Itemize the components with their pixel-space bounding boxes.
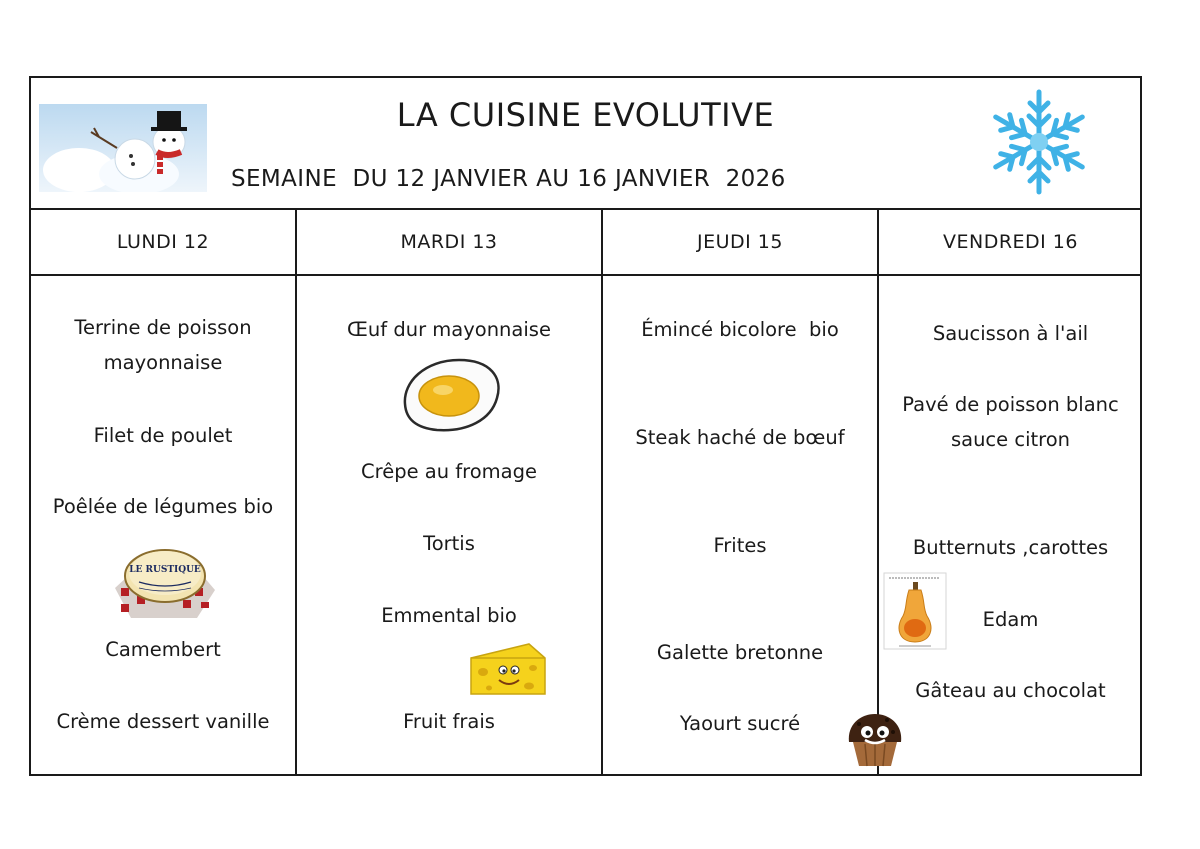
cheese-icon (467, 640, 549, 700)
menu-item-starter: Terrine de poisson mayonnaise (74, 316, 252, 374)
menu-item-side: Frites (713, 534, 767, 557)
menu-item-dessert: Gâteau au chocolat (915, 679, 1106, 702)
menu-item-starter: Émincé bicolore bio (641, 318, 839, 341)
camembert-label: LE RUSTIQUE (129, 565, 201, 575)
snowflake-icon (979, 86, 1099, 198)
menu-item-side: Tortis (423, 532, 475, 555)
menu-item-dessert: Fruit frais (403, 710, 495, 733)
page-title: LA CUISINE EVOLUTIVE (396, 96, 775, 134)
menu-item-side: Poêlée de légumes bio (52, 495, 274, 518)
menu-item-main: Crêpe au fromage (361, 460, 537, 483)
menu-sheet (29, 76, 1142, 776)
menu-item-cheese: Emmental bio (381, 604, 517, 627)
day-header-row (31, 210, 1140, 276)
day-header-vendredi: VENDREDI 16 (942, 231, 1078, 253)
menu-item-dessert: Yaourt sucré (679, 712, 801, 735)
menu-item-starter: Œuf dur mayonnaise (347, 318, 551, 341)
boiled-egg-icon (397, 352, 507, 436)
menu-item-starter: Saucisson à l'ail (932, 322, 1089, 345)
menu-item-main: Filet de poulet (93, 424, 233, 447)
camembert-box-icon (111, 538, 217, 626)
menu-item-side: Butternuts ,carottes (912, 536, 1109, 559)
chocolate-muffin-icon (843, 708, 907, 770)
column-divider (295, 210, 297, 776)
week-subtitle: SEMAINE DU 12 JANVIER AU 16 JANVIER 2026 (231, 166, 786, 192)
column-divider (601, 210, 603, 776)
day-header-mardi: MARDI 13 (400, 231, 498, 253)
menu-item-cheese: Galette bretonne (656, 641, 824, 664)
menu-item-main: Steak haché de bœuf (635, 426, 845, 449)
menu-item-main: Pavé de poisson blanc sauce citron (902, 393, 1119, 451)
day-header-lundi: LUNDI 12 (116, 231, 210, 253)
menu-item-cheese: Edam (982, 608, 1039, 631)
menu-item-dessert: Crème dessert vanille (56, 710, 270, 733)
menu-item-cheese: Camembert (105, 638, 221, 661)
day-header-jeudi: JEUDI 15 (697, 231, 783, 253)
menu-header (31, 78, 1140, 210)
